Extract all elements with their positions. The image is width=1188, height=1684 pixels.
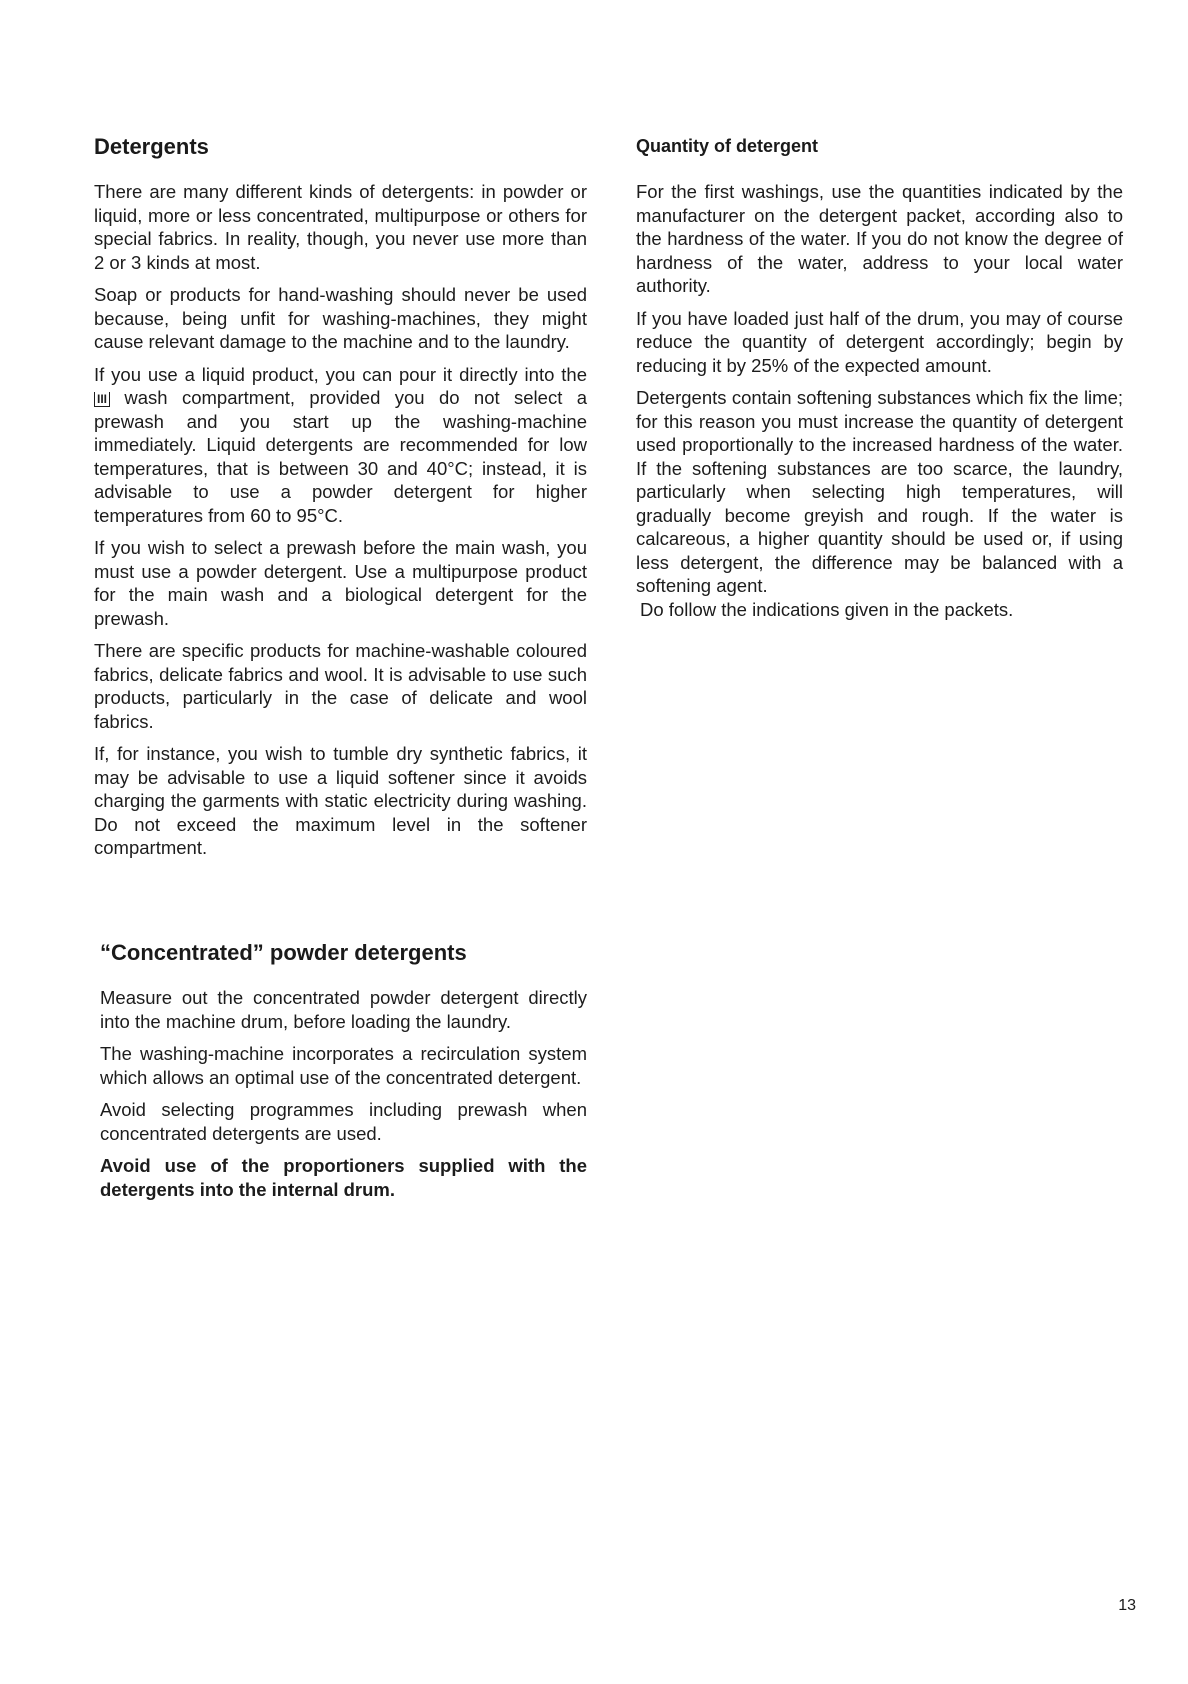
quantity-last-line: Do follow the indications given in the packets.: [640, 598, 1014, 620]
concentrated-heading: “Concentrated” powder detergents: [100, 940, 467, 965]
liquid-product-paragraph: [94, 363, 587, 528]
liquid-para-start: If you use a liquid product, you can pour it directly into the: [94, 363, 587, 385]
concentrated-paragraph-1: Measure out the concentrated powder detergent directly into the machine drum, before loading the laundry.: [100, 987, 587, 1032]
proportioners-warning: Avoid use of the proportioners supplied with the detergents into the internal drum.: [100, 1155, 587, 1200]
page-number: 13: [1118, 1597, 1136, 1614]
prewash-paragraph: If you wish to select a prewash before the main wash, you must use a powder detergent. Use a multipurpose product for the main wash and a biological detergent for the prewash.: [94, 537, 587, 629]
quantity-section: [636, 180, 1123, 630]
quantity-paragraph-1: For the first washings, use the quantities indicated by the manufacturer on the detergent packet, according also to the hardness of the water. If you do not know the degree of hardness of the water, address to your local water authority.: [636, 181, 1123, 296]
liquid-para-end: wash compartment, provided you do not select a prewash and you start up the washing-machine immediately. Liquid detergents are recommended for low temperatures, that is between 30 and 40°C; instead, it is advisable to use a powder detergent for higher temperatures from 60 to 95°C.: [94, 387, 587, 526]
softener-paragraph: If, for instance, you wish to tumble dry synthetic fabrics, it may be advisable to use a liquid softener since it avoids charging the garments with static electricity during washing. Do not exceed the maximum level in the softener compartment.: [94, 743, 587, 858]
specific-products-paragraph: There are specific products for machine-washable coloured fabrics, delicate fabrics and wool. It is advisable to use such products, particularly in the case of delicate and wool fabrics.: [94, 640, 587, 732]
detergents-section: [94, 180, 587, 869]
detergents-heading: Detergents: [94, 134, 209, 159]
detergents-paragraph-2: Soap or products for hand-washing should never be used because, being unfit for washing-machines, they might cause relevant damage to the machine and to the laundry.: [94, 284, 587, 352]
concentrated-section: [100, 986, 587, 1210]
concentrated-paragraph-3: Avoid selecting programmes including prewash when concentrated detergents are used.: [100, 1099, 587, 1144]
quantity-paragraph-3: Detergents contain softening substances which fix the lime; for this reason you must increase the quantity of detergent used proportionally to the increased hardness of the water. If the softening substances are too scarce, the laundry, particularly when selecting high temperatures, will gradually become greyish and rough. If the water is calcareous, a higher quantity should be used or, if using less detergent, the difference may be balanced with a softening agent.: [636, 387, 1123, 596]
quantity-heading: Quantity of detergent: [636, 136, 819, 156]
quantity-paragraph-2: If you have loaded just half of the drum, you may of course reduce the quantity of detergent accordingly; begin by reducing it by 25% of the expected amount.: [636, 307, 1123, 376]
detergents-paragraph-1: There are many different kinds of detergents: in powder or liquid, more or less concentrated, multipurpose or others for special fabrics. In reality, though, you never use more than 2 or 3 kinds at most.: [94, 181, 587, 273]
main-wash-compartment-icon: III: [94, 392, 110, 407]
concentrated-paragraph-2: The washing-machine incorporates a recirculation system which allows an optimal use of the concentrated detergent.: [100, 1043, 587, 1088]
